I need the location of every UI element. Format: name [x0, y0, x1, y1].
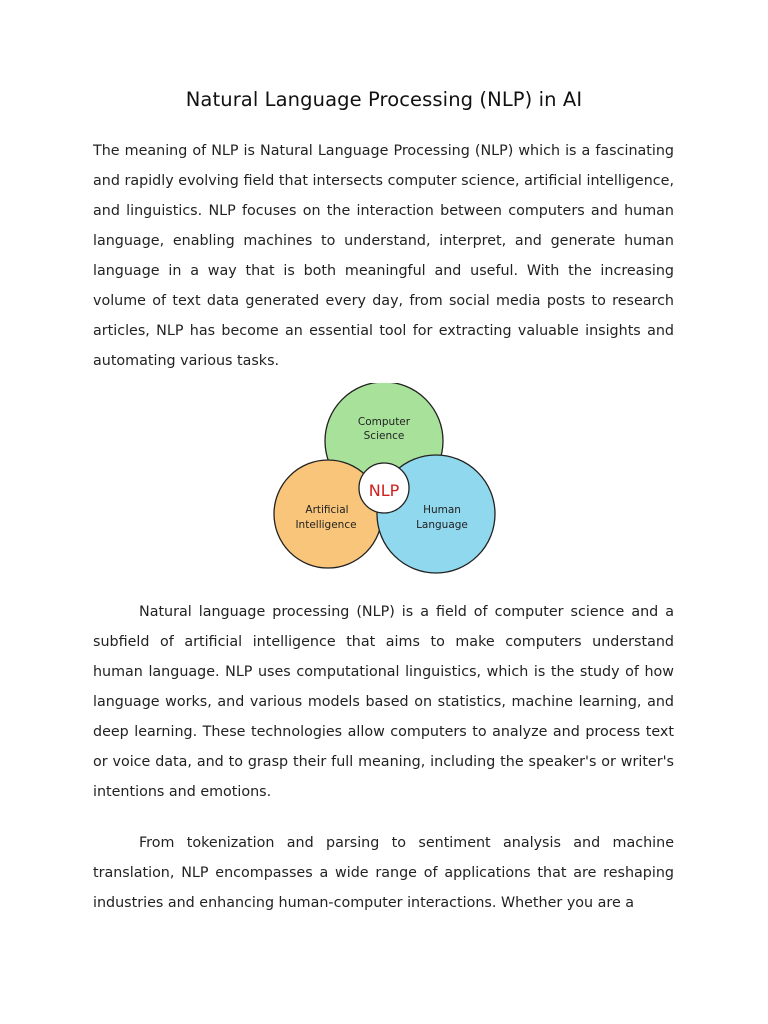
paragraph-intro: The meaning of NLP is Natural Language Processing (NLP) which is a fascinating and rapidly evolving field that intersects computer science, artificial intelligence, and linguistics. NLP focuses on the interaction between computers and human language, enabling machines to understand, interpret, and generate human language in a way that is both meaningful and useful. With the increasing volume of text data generated every day, from social media posts to research articles, NLP has become an essential tool for extracting valuable insights and automating various tasks. — [93, 143, 674, 369]
venn-label-computer: Computer — [357, 416, 411, 428]
venn-label-language: Language — [416, 519, 468, 531]
venn-label-nlp: NLP — [368, 481, 400, 500]
nlp-venn-diagram — [262, 383, 506, 579]
venn-label-artificial: Artificial — [305, 504, 349, 516]
page-title: Natural Language Processing (NLP) in AI — [185, 88, 583, 111]
paragraph-applications: From tokenization and parsing to sentiment analysis and machine translation, NLP encompasses a wide range of applications that are reshaping industries and enhancing human-computer interactions. Whether you are a — [93, 835, 674, 911]
venn-label-intelligence: Intelligence — [295, 519, 357, 531]
venn-label-science: Science — [363, 430, 405, 442]
paragraph-definition: Natural language processing (NLP) is a field of computer science and a subfield of artificial intelligence that aims to make computers understand human language. NLP uses computational linguistics, which is the study of how language works, and various models based on statistics, machine learning, and deep learning. These technologies allow computers to analyze and process text or voice data, and to grasp their full meaning, including the speaker's or writer's intentions and emotions. — [93, 604, 674, 800]
venn-label-human: Human — [423, 504, 461, 516]
